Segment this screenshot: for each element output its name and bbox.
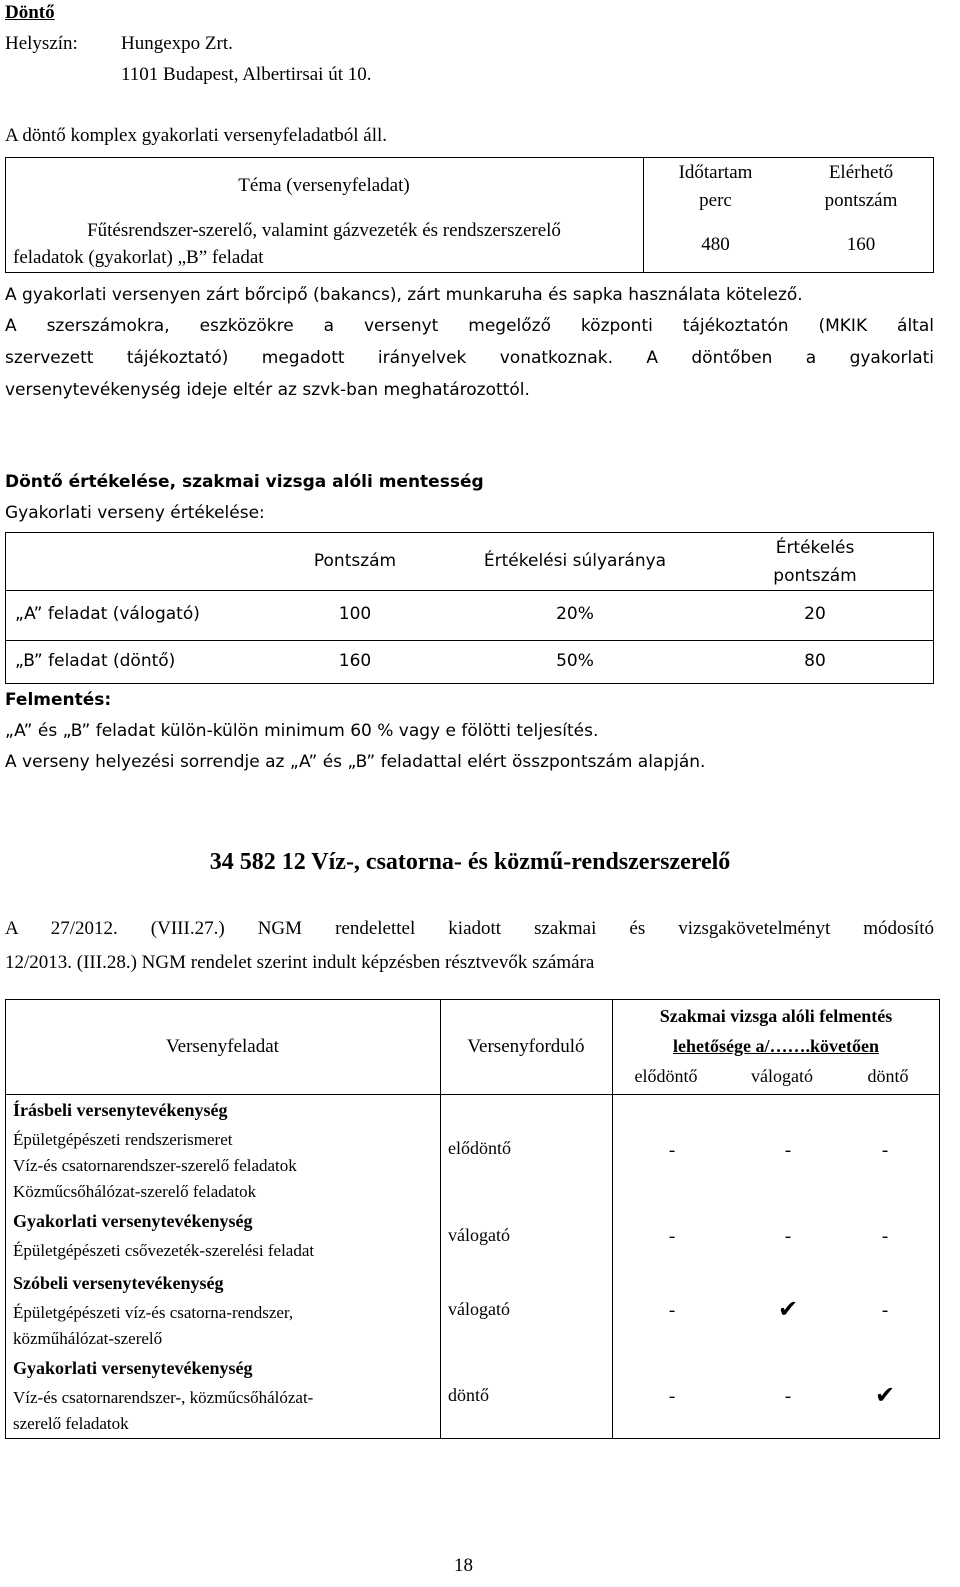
subcol-selection: válogató (751, 1066, 813, 1086)
eval-row-weight: 50% (556, 651, 594, 671)
round-value: döntő (448, 1385, 490, 1405)
mark-prelim: - (668, 1386, 676, 1407)
subcol-final: döntő (867, 1066, 909, 1086)
competition-divider-1 (440, 999, 441, 1439)
task-line: Víz-és csatornarendszer-, közműcsőhálózat- (13, 1388, 314, 1407)
col-round-header: Versenyforduló (467, 1036, 585, 1057)
eval-row-points: 100 (338, 604, 372, 624)
task-title: Írásbeli versenytevékenység (13, 1100, 228, 1120)
eval-col-points: Pontszám (313, 551, 397, 571)
evaluation-row-rule (5, 640, 934, 641)
task-line: Épületgépészeti rendszerismeret (13, 1130, 233, 1149)
task-title: Gyakorlati versenytevékenység (13, 1211, 253, 1231)
mark-prelim: - (668, 1226, 676, 1247)
competition-header-rule (5, 1094, 940, 1095)
row-duration: 480 (701, 234, 730, 255)
row-points: 160 (846, 234, 876, 255)
task-line: szerelő feladatok (13, 1414, 129, 1433)
task-title: Gyakorlati versenytevékenység (13, 1358, 253, 1378)
mark-prelim: - (668, 1140, 676, 1161)
col-points-header: Elérhető (828, 162, 894, 183)
task-line: Közműcsőhálózat-szerelő feladatok (13, 1182, 257, 1201)
rules-line-1: A gyakorlati versenyen zárt bőrcipő (bakancs), zárt munkaruha és sapka használata kötelező. (5, 285, 803, 305)
check-icon: ✔ (777, 1295, 799, 1323)
task-title: Szóbeli versenytevékenység (13, 1273, 224, 1293)
mark-selection: - (784, 1140, 792, 1161)
eval-row-weight: 20% (556, 604, 594, 624)
col-task-header: Versenyfeladat (166, 1036, 279, 1057)
mark-selection: - (784, 1386, 792, 1407)
task-line: közműhálózat-szerelő (13, 1329, 163, 1348)
col-topic-header: Téma (versenyfeladat) (238, 175, 410, 196)
page-number: 18 (454, 1555, 473, 1576)
task-line: Épületgépészeti csővezeték-szerelési feladat (13, 1241, 315, 1260)
intro-text: A döntő komplex gyakorlati versenyfeladatból áll. (5, 125, 388, 146)
mark-final: - (881, 1300, 889, 1321)
evaluation-header-rule (5, 590, 934, 591)
eval-row-score: 20 (804, 604, 826, 624)
round-value: elődöntő (448, 1138, 511, 1158)
section2-intro-line1: A 27/2012. (VIII.27.) NGM rendelettel kiadott szakmai és vizsgakövetelményt módosító (5, 918, 934, 939)
task-line: Víz-és csatornarendszer-szerelő feladatok (13, 1156, 297, 1175)
rules-line-3: szervezett tájékoztató) megadott irányelvek vonatkoznak. A döntőben a gyakorlati (5, 348, 934, 368)
row-topic-line2: feladatok (gyakorlat) „B” feladat (13, 247, 264, 268)
eval-row-name: „A” feladat (válogató) (15, 604, 200, 624)
mark-final: - (881, 1140, 889, 1161)
col-exempt-subheader: lehetősége a/…….követően (673, 1036, 879, 1056)
evaluation-heading: Döntő értékelése, szakmai vizsga alóli mentesség (5, 472, 484, 492)
eval-row-points: 160 (338, 651, 372, 671)
col-duration-header: Időtartam (678, 162, 753, 183)
round-value: válogató (448, 1225, 510, 1245)
eval-row-score: 80 (804, 651, 826, 671)
round-value: válogató (448, 1299, 510, 1319)
section2-intro-line2: 12/2013. (III.28.) NGM rendelet szerint indult képzésben résztvevők számára (5, 952, 595, 973)
col-points-unit: pontszám (824, 190, 898, 211)
eval-col-eval-unit: pontszám (773, 566, 857, 586)
evaluation-subheading: Gyakorlati verseny értékelése: (5, 503, 265, 523)
col-exempt-header: Szakmai vizsga alóli felmentés (659, 1006, 893, 1026)
rules-line-4: versenytevékenység ideje eltér az szvk-ban meghatározottól. (5, 380, 530, 400)
eval-col-eval: Értékelés (775, 538, 855, 558)
exemption-text: „A” és „B” feladat külön-külön minimum 60 % vagy e fölötti teljesítés. (5, 721, 599, 741)
exemption-label: Felmentés: (5, 690, 112, 710)
check-icon: ✔ (874, 1381, 896, 1409)
location-address: 1101 Budapest, Albertirsai út 10. (121, 64, 372, 85)
eval-col-weight: Értékelési súlyaránya (483, 551, 667, 571)
competition-divider-2 (612, 999, 613, 1439)
section2-title: 34 582 12 Víz-, csatorna- és közmű-rendszerszerelő (209, 849, 731, 875)
col-duration-unit: perc (699, 190, 732, 211)
row-topic-line1: Fűtésrendszer-szerelő, valamint gázvezeték és rendszerszerelő (87, 220, 561, 241)
section-title: Döntő (5, 2, 55, 23)
mark-selection: - (784, 1226, 792, 1247)
location-name: Hungexpo Zrt. (121, 33, 233, 54)
task-line: Épületgépészeti víz-és csatorna-rendszer, (13, 1303, 294, 1322)
ranking-text: A verseny helyezési sorrendje az „A” és „B” feladattal elért összpontszám alapján. (5, 752, 706, 772)
subcol-prelim: elődöntő (634, 1066, 698, 1086)
mark-prelim: - (668, 1300, 676, 1321)
mark-final: - (881, 1226, 889, 1247)
rules-line-2: A szerszámokra, eszközökre a versenyt megelőző központi tájékoztatón (MKIK által (5, 316, 934, 336)
eval-row-name: „B” feladat (döntő) (15, 651, 176, 671)
location-label: Helyszín: (5, 33, 78, 54)
